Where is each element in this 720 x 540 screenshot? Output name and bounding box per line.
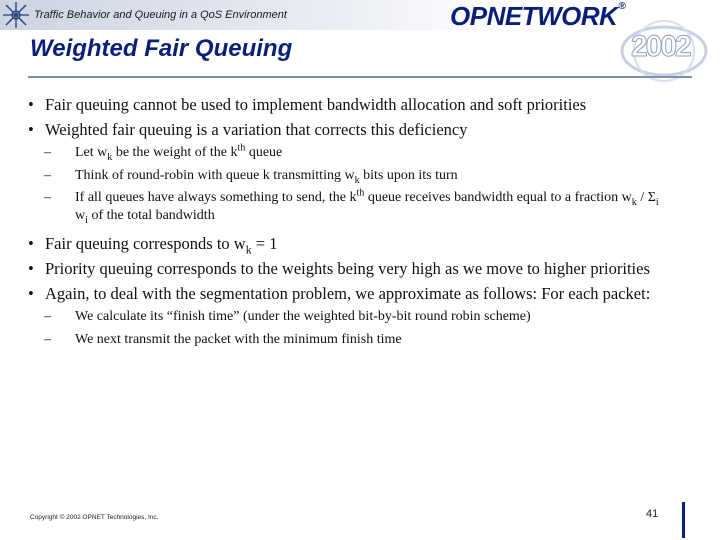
- page-number: 41: [646, 508, 659, 520]
- bullet-item: [28, 283, 668, 304]
- bullet-text: Priority queuing corresponds to the weights being very high as we move to higher priorities: [45, 259, 650, 278]
- logo-text: OPNETWORK: [450, 1, 618, 31]
- dash-marker: –: [44, 190, 51, 205]
- sub-bullet-item: [28, 308, 668, 326]
- footer-accent-bar: [682, 502, 685, 538]
- bullet-text: Weighted fair queuing is a variation that corrects this deficiency: [45, 120, 468, 139]
- footer-copyright: Copyright © 2002 OPNET Technologies, Inc.: [30, 514, 159, 521]
- bullet-marker: •: [28, 259, 34, 278]
- year-badge: 2002: [631, 30, 690, 63]
- slide-body: [28, 94, 668, 353]
- slide-title: Weighted Fair Queuing: [30, 35, 293, 62]
- bullet-marker: •: [28, 234, 34, 253]
- sub-text: Let $w_k$ be the weight of the $k^{th}$ queue: [75, 142, 283, 163]
- dash-marker: –: [44, 309, 51, 324]
- bullet-text: Again, to deal with the segmentation problem, we approximate as follows: For each packet:: [45, 284, 651, 303]
- opnetwork-logo: [450, 1, 625, 32]
- dash-marker: –: [44, 145, 51, 160]
- starburst-icon: [2, 1, 30, 29]
- sub-text: Think of round-robin with queue k transmitting $w_k$ bits upon its turn: [75, 167, 458, 186]
- bullet-text: Fair queuing cannot be used to implement bandwidth allocation and soft priorities: [45, 95, 587, 114]
- header-subtitle: Traffic Behavior and Queuing in a QoS Environment: [34, 9, 287, 21]
- sub-text: If all queues have always something to send, the $k^{th}$ queue receives bandwidth equal to a fraction $w_k / \Sigma_i$ $w_i$ of the total bandwidth: [75, 187, 659, 226]
- bullet-marker: •: [28, 95, 34, 114]
- bullet-item: [28, 94, 668, 115]
- bullet-item: [28, 233, 668, 257]
- sub-text: We next transmit the packet with the minimum finish time: [75, 331, 402, 347]
- title-rule: [28, 76, 692, 78]
- logo-registered-mark: ®: [618, 1, 626, 12]
- dash-marker: –: [44, 167, 51, 183]
- sub-text: We calculate its “finish time” (under the weighted bit-by-bit round robin scheme): [75, 309, 531, 324]
- bullet-marker: •: [28, 284, 34, 303]
- sub-bullet-item: [28, 167, 668, 185]
- sub-bullet-item: [28, 189, 668, 224]
- bullet-marker: •: [28, 120, 34, 139]
- dash-marker: –: [44, 331, 51, 347]
- bullet-text: Fair queuing corresponds to $w_k = 1$: [45, 234, 278, 257]
- bullet-item: [28, 119, 668, 140]
- sub-bullet-item: [28, 144, 668, 162]
- sub-bullet-item: [28, 331, 668, 349]
- bullet-item: [28, 258, 668, 279]
